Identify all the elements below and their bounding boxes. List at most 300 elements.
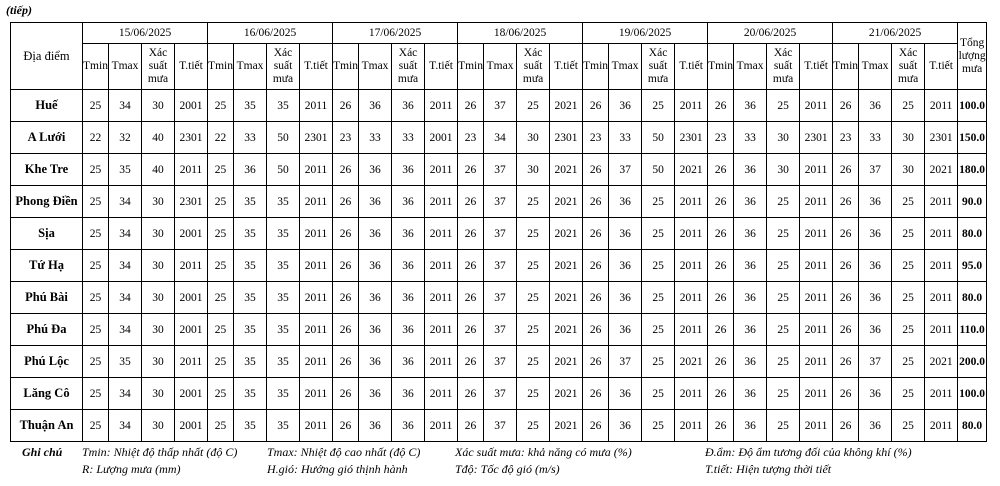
value-cell: 25 xyxy=(642,218,675,250)
value-cell: 25 xyxy=(83,250,109,282)
value-cell: 2011 xyxy=(925,218,958,250)
value-cell: 25 xyxy=(83,218,109,250)
value-cell: 36 xyxy=(859,410,892,442)
value-cell: 25 xyxy=(767,378,800,410)
sub-header: Tmin xyxy=(208,44,234,90)
value-cell: 35 xyxy=(234,186,267,218)
value-cell: 36 xyxy=(392,250,425,282)
value-cell: 36 xyxy=(734,378,767,410)
value-cell: 36 xyxy=(392,218,425,250)
value-cell: 30 xyxy=(892,122,925,154)
value-cell: 26 xyxy=(458,378,484,410)
value-cell: 26 xyxy=(333,410,359,442)
total-rain-cell: 80.0 xyxy=(958,218,987,250)
table-body xyxy=(11,90,987,442)
value-cell: 33 xyxy=(609,122,642,154)
value-cell: 26 xyxy=(708,346,734,378)
total-rain-header: Tổng lượng mưa xyxy=(958,23,987,90)
value-cell: 50 xyxy=(267,122,300,154)
value-cell: 25 xyxy=(642,378,675,410)
table-row xyxy=(11,250,987,282)
value-cell: 30 xyxy=(892,154,925,186)
value-cell: 26 xyxy=(333,90,359,122)
value-cell: 36 xyxy=(392,90,425,122)
value-cell: 36 xyxy=(359,154,392,186)
value-cell: 37 xyxy=(484,314,517,346)
value-cell: 50 xyxy=(642,122,675,154)
value-cell: 26 xyxy=(833,282,859,314)
value-cell: 2011 xyxy=(425,154,458,186)
value-cell: 25 xyxy=(767,346,800,378)
sub-header: Tmax xyxy=(484,44,517,90)
value-cell: 25 xyxy=(517,90,550,122)
location-header: Địa điểm xyxy=(11,23,83,90)
value-cell: 26 xyxy=(333,378,359,410)
value-cell: 26 xyxy=(458,250,484,282)
value-cell: 26 xyxy=(333,346,359,378)
value-cell: 2021 xyxy=(675,154,708,186)
value-cell: 32 xyxy=(109,122,142,154)
value-cell: 36 xyxy=(859,314,892,346)
total-rain-cell: 180.0 xyxy=(958,154,987,186)
sub-header: Tmax xyxy=(109,44,142,90)
value-cell: 26 xyxy=(833,346,859,378)
value-cell: 2021 xyxy=(550,90,583,122)
value-cell: 2021 xyxy=(925,346,958,378)
value-cell: 37 xyxy=(484,282,517,314)
value-cell: 23 xyxy=(583,122,609,154)
value-cell: 2021 xyxy=(550,378,583,410)
value-cell: 2011 xyxy=(675,378,708,410)
value-cell: 2301 xyxy=(175,186,208,218)
value-cell: 34 xyxy=(484,122,517,154)
value-cell: 2001 xyxy=(175,282,208,314)
date-header: 16/06/2025 xyxy=(208,23,333,44)
value-cell: 2011 xyxy=(300,186,333,218)
value-cell: 2011 xyxy=(925,378,958,410)
value-cell: 23 xyxy=(708,122,734,154)
value-cell: 2011 xyxy=(425,186,458,218)
value-cell: 2301 xyxy=(300,122,333,154)
value-cell: 2001 xyxy=(175,410,208,442)
value-cell: 2001 xyxy=(175,378,208,410)
value-cell: 2301 xyxy=(800,122,833,154)
value-cell: 2011 xyxy=(300,410,333,442)
value-cell: 36 xyxy=(392,346,425,378)
value-cell: 25 xyxy=(208,218,234,250)
value-cell: 25 xyxy=(83,154,109,186)
total-rain-cell: 150.0 xyxy=(958,122,987,154)
value-cell: 26 xyxy=(833,378,859,410)
value-cell: 36 xyxy=(734,218,767,250)
value-cell: 25 xyxy=(892,250,925,282)
forecast-table xyxy=(10,22,987,442)
total-rain-cell: 110.0 xyxy=(958,314,987,346)
sub-header: Tmax xyxy=(734,44,767,90)
value-cell: 25 xyxy=(517,218,550,250)
value-cell: 2301 xyxy=(675,122,708,154)
value-cell: 36 xyxy=(359,410,392,442)
value-cell: 26 xyxy=(583,154,609,186)
sub-header: Xác suất mưa xyxy=(267,44,300,90)
value-cell: 37 xyxy=(484,218,517,250)
date-header: 17/06/2025 xyxy=(333,23,458,44)
sub-header: T.tiết xyxy=(175,44,208,90)
value-cell: 26 xyxy=(583,90,609,122)
sub-header: Tmax xyxy=(609,44,642,90)
value-cell: 36 xyxy=(609,314,642,346)
location-name: Phú Lộc xyxy=(11,346,83,378)
table-row xyxy=(11,410,987,442)
value-cell: 35 xyxy=(234,250,267,282)
value-cell: 36 xyxy=(359,250,392,282)
table-row xyxy=(11,186,987,218)
value-cell: 30 xyxy=(767,154,800,186)
value-cell: 26 xyxy=(833,218,859,250)
value-cell: 2011 xyxy=(800,90,833,122)
value-cell: 30 xyxy=(142,218,175,250)
value-cell: 35 xyxy=(267,90,300,122)
value-cell: 2021 xyxy=(550,250,583,282)
value-cell: 2011 xyxy=(675,90,708,122)
value-cell: 2011 xyxy=(925,250,958,282)
note-item: R: Lượng mưa (mm) xyxy=(82,462,181,476)
value-cell: 33 xyxy=(234,122,267,154)
value-cell: 36 xyxy=(392,314,425,346)
value-cell: 25 xyxy=(83,314,109,346)
value-cell: 2011 xyxy=(675,250,708,282)
value-cell: 2011 xyxy=(300,378,333,410)
value-cell: 25 xyxy=(83,378,109,410)
value-cell: 37 xyxy=(859,154,892,186)
value-cell: 25 xyxy=(892,282,925,314)
value-cell: 26 xyxy=(708,154,734,186)
value-cell: 33 xyxy=(859,122,892,154)
notes-label: Ghi chú xyxy=(22,445,63,459)
location-name: Huế xyxy=(11,90,83,122)
table-row xyxy=(11,282,987,314)
value-cell: 50 xyxy=(267,154,300,186)
date-header: 21/06/2025 xyxy=(833,23,958,44)
value-cell: 25 xyxy=(208,154,234,186)
value-cell: 37 xyxy=(484,346,517,378)
value-cell: 25 xyxy=(892,186,925,218)
value-cell: 25 xyxy=(208,378,234,410)
value-cell: 35 xyxy=(267,250,300,282)
value-cell: 25 xyxy=(83,410,109,442)
value-cell: 2301 xyxy=(550,122,583,154)
value-cell: 25 xyxy=(208,90,234,122)
value-cell: 36 xyxy=(609,282,642,314)
value-cell: 25 xyxy=(767,282,800,314)
value-cell: 2011 xyxy=(800,410,833,442)
value-cell: 2011 xyxy=(925,186,958,218)
value-cell: 2021 xyxy=(550,346,583,378)
value-cell: 35 xyxy=(109,154,142,186)
value-cell: 37 xyxy=(484,90,517,122)
value-cell: 36 xyxy=(734,154,767,186)
total-rain-cell: 100.0 xyxy=(958,378,987,410)
sub-header: Xác suất mưa xyxy=(392,44,425,90)
table-row xyxy=(11,122,987,154)
value-cell: 2301 xyxy=(925,122,958,154)
value-cell: 36 xyxy=(609,410,642,442)
value-cell: 22 xyxy=(83,122,109,154)
value-cell: 2011 xyxy=(675,218,708,250)
total-rain-cell: 100.0 xyxy=(958,90,987,122)
value-cell: 2011 xyxy=(425,282,458,314)
sub-header: Xác suất mưa xyxy=(517,44,550,90)
value-cell: 34 xyxy=(109,282,142,314)
value-cell: 25 xyxy=(767,218,800,250)
value-cell: 35 xyxy=(234,314,267,346)
sub-header: Tmin xyxy=(458,44,484,90)
value-cell: 23 xyxy=(458,122,484,154)
table-row xyxy=(11,378,987,410)
note-item: Xác suất mưa: khả năng có mưa (%) xyxy=(455,445,632,459)
value-cell: 25 xyxy=(642,282,675,314)
value-cell: 25 xyxy=(767,314,800,346)
note-item: Đ.ẩm: Độ ẩm tương đối của không khí (%) xyxy=(705,445,912,459)
value-cell: 2011 xyxy=(425,410,458,442)
value-cell: 2001 xyxy=(175,90,208,122)
total-rain-cell: 95.0 xyxy=(958,250,987,282)
value-cell: 2011 xyxy=(175,250,208,282)
value-cell: 2021 xyxy=(550,314,583,346)
value-cell: 36 xyxy=(609,218,642,250)
value-cell: 35 xyxy=(267,410,300,442)
table-row xyxy=(11,154,987,186)
value-cell: 26 xyxy=(708,314,734,346)
value-cell: 30 xyxy=(142,378,175,410)
value-cell: 23 xyxy=(833,122,859,154)
value-cell: 26 xyxy=(458,346,484,378)
value-cell: 2011 xyxy=(300,250,333,282)
value-cell: 25 xyxy=(642,410,675,442)
date-header: 20/06/2025 xyxy=(708,23,833,44)
value-cell: 36 xyxy=(392,378,425,410)
value-cell: 2011 xyxy=(925,410,958,442)
value-cell: 36 xyxy=(859,218,892,250)
value-cell: 35 xyxy=(234,90,267,122)
value-cell: 2011 xyxy=(675,186,708,218)
value-cell: 37 xyxy=(609,154,642,186)
value-cell: 25 xyxy=(208,186,234,218)
location-name: A Lưới xyxy=(11,122,83,154)
value-cell: 36 xyxy=(859,250,892,282)
value-cell: 34 xyxy=(109,378,142,410)
value-cell: 30 xyxy=(767,122,800,154)
sub-header: Xác suất mưa xyxy=(142,44,175,90)
value-cell: 25 xyxy=(208,314,234,346)
value-cell: 2021 xyxy=(550,410,583,442)
value-cell: 37 xyxy=(484,186,517,218)
value-cell: 26 xyxy=(333,314,359,346)
value-cell: 26 xyxy=(333,250,359,282)
value-cell: 26 xyxy=(708,282,734,314)
value-cell: 36 xyxy=(392,410,425,442)
value-cell: 25 xyxy=(208,250,234,282)
value-cell: 2021 xyxy=(550,154,583,186)
table-row xyxy=(11,90,987,122)
value-cell: 25 xyxy=(83,346,109,378)
value-cell: 26 xyxy=(458,282,484,314)
value-cell: 26 xyxy=(583,378,609,410)
value-cell: 2011 xyxy=(300,90,333,122)
value-cell: 2001 xyxy=(425,122,458,154)
value-cell: 25 xyxy=(517,410,550,442)
value-cell: 35 xyxy=(109,346,142,378)
value-cell: 25 xyxy=(892,218,925,250)
value-cell: 2011 xyxy=(800,346,833,378)
value-cell: 26 xyxy=(458,410,484,442)
value-cell: 26 xyxy=(458,314,484,346)
value-cell: 26 xyxy=(708,186,734,218)
value-cell: 2011 xyxy=(300,154,333,186)
value-cell: 25 xyxy=(767,90,800,122)
value-cell: 26 xyxy=(458,218,484,250)
value-cell: 2011 xyxy=(925,90,958,122)
value-cell: 26 xyxy=(833,314,859,346)
value-cell: 35 xyxy=(234,346,267,378)
value-cell: 36 xyxy=(859,282,892,314)
value-cell: 36 xyxy=(359,186,392,218)
value-cell: 30 xyxy=(142,314,175,346)
value-cell: 35 xyxy=(234,282,267,314)
value-cell: 2011 xyxy=(925,314,958,346)
value-cell: 25 xyxy=(208,282,234,314)
value-cell: 34 xyxy=(109,250,142,282)
continued-label: (tiếp) xyxy=(6,3,32,17)
table-row xyxy=(11,314,987,346)
value-cell: 33 xyxy=(392,122,425,154)
value-cell: 2011 xyxy=(800,186,833,218)
value-cell: 26 xyxy=(333,282,359,314)
value-cell: 25 xyxy=(83,282,109,314)
sub-header: T.tiết xyxy=(550,44,583,90)
location-name: Phú Đa xyxy=(11,314,83,346)
value-cell: 26 xyxy=(333,218,359,250)
value-cell: 40 xyxy=(142,154,175,186)
sub-header: Tmin xyxy=(708,44,734,90)
value-cell: 36 xyxy=(359,282,392,314)
value-cell: 25 xyxy=(892,346,925,378)
value-cell: 26 xyxy=(833,90,859,122)
value-cell: 2011 xyxy=(675,282,708,314)
value-cell: 2011 xyxy=(300,218,333,250)
value-cell: 25 xyxy=(517,186,550,218)
value-cell: 25 xyxy=(517,250,550,282)
value-cell: 36 xyxy=(734,90,767,122)
value-cell: 2011 xyxy=(800,250,833,282)
value-cell: 25 xyxy=(642,90,675,122)
date-header-row xyxy=(11,23,987,44)
sub-header: Tmin xyxy=(833,44,859,90)
sub-header: Tmax xyxy=(359,44,392,90)
value-cell: 26 xyxy=(458,90,484,122)
value-cell: 40 xyxy=(142,122,175,154)
value-cell: 37 xyxy=(609,346,642,378)
value-cell: 36 xyxy=(734,186,767,218)
value-cell: 30 xyxy=(142,90,175,122)
value-cell: 25 xyxy=(517,282,550,314)
value-cell: 37 xyxy=(484,250,517,282)
value-cell: 2011 xyxy=(425,346,458,378)
location-name: Sịa xyxy=(11,218,83,250)
value-cell: 35 xyxy=(234,218,267,250)
value-cell: 36 xyxy=(734,250,767,282)
value-cell: 25 xyxy=(642,314,675,346)
value-cell: 36 xyxy=(859,186,892,218)
note-item: Tđộ: Tốc độ gió (m/s) xyxy=(455,462,560,476)
value-cell: 36 xyxy=(859,378,892,410)
value-cell: 35 xyxy=(267,346,300,378)
value-cell: 25 xyxy=(208,410,234,442)
value-cell: 25 xyxy=(642,186,675,218)
total-rain-cell: 90.0 xyxy=(958,186,987,218)
value-cell: 25 xyxy=(517,314,550,346)
value-cell: 25 xyxy=(767,250,800,282)
value-cell: 36 xyxy=(234,154,267,186)
value-cell: 26 xyxy=(833,186,859,218)
date-header: 19/06/2025 xyxy=(583,23,708,44)
value-cell: 36 xyxy=(359,218,392,250)
value-cell: 35 xyxy=(234,410,267,442)
value-cell: 36 xyxy=(609,186,642,218)
sub-header: Xác suất mưa xyxy=(767,44,800,90)
value-cell: 26 xyxy=(708,378,734,410)
sub-header: Tmax xyxy=(234,44,267,90)
sub-header: Xác suất mưa xyxy=(892,44,925,90)
value-cell: 25 xyxy=(83,186,109,218)
value-cell: 26 xyxy=(333,154,359,186)
value-cell: 2011 xyxy=(300,346,333,378)
sub-header: Tmin xyxy=(83,44,109,90)
sub-header: Tmax xyxy=(859,44,892,90)
value-cell: 2011 xyxy=(800,314,833,346)
value-cell: 34 xyxy=(109,218,142,250)
value-cell: 36 xyxy=(392,154,425,186)
value-cell: 2011 xyxy=(300,282,333,314)
value-cell: 2011 xyxy=(800,282,833,314)
value-cell: 25 xyxy=(517,346,550,378)
value-cell: 35 xyxy=(267,378,300,410)
value-cell: 2011 xyxy=(300,314,333,346)
value-cell: 2011 xyxy=(675,410,708,442)
total-rain-cell: 80.0 xyxy=(958,282,987,314)
value-cell: 2011 xyxy=(425,218,458,250)
value-cell: 2021 xyxy=(550,218,583,250)
value-cell: 26 xyxy=(583,346,609,378)
value-cell: 30 xyxy=(142,250,175,282)
value-cell: 2011 xyxy=(425,90,458,122)
sub-header: T.tiết xyxy=(800,44,833,90)
value-cell: 34 xyxy=(109,186,142,218)
value-cell: 35 xyxy=(267,186,300,218)
value-cell: 2011 xyxy=(425,378,458,410)
value-cell: 2001 xyxy=(175,218,208,250)
value-cell: 2011 xyxy=(425,250,458,282)
value-cell: 33 xyxy=(734,122,767,154)
value-cell: 25 xyxy=(642,250,675,282)
note-item: Tmax: Nhiệt độ cao nhất (độ C) xyxy=(267,445,421,459)
value-cell: 25 xyxy=(767,410,800,442)
value-cell: 2011 xyxy=(675,314,708,346)
date-header: 15/06/2025 xyxy=(83,23,208,44)
value-cell: 25 xyxy=(892,410,925,442)
value-cell: 2011 xyxy=(800,378,833,410)
value-cell: 36 xyxy=(609,250,642,282)
